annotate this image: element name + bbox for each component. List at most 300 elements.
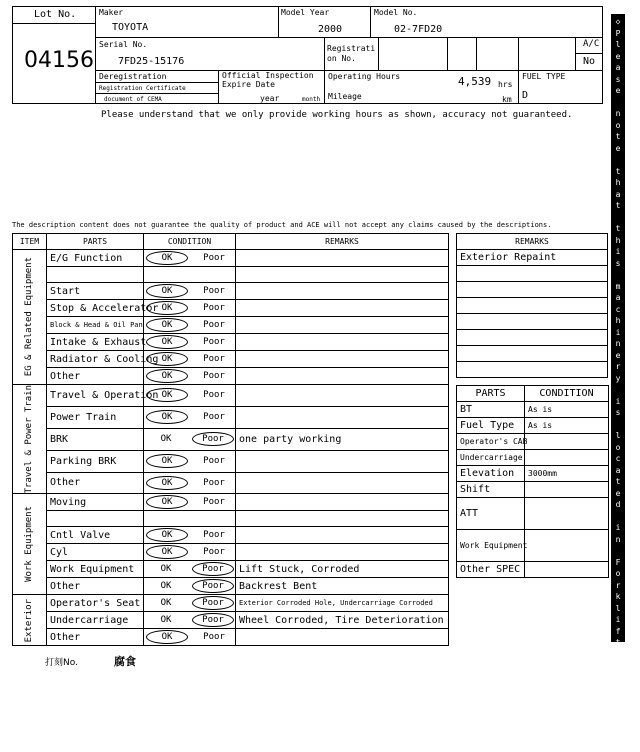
poor-mark: Poor bbox=[194, 335, 234, 350]
sidebar-glyph bbox=[616, 511, 621, 523]
col-line bbox=[447, 37, 448, 70]
poor-mark: Poor bbox=[192, 579, 234, 593]
remark bbox=[236, 351, 449, 368]
condition-cell bbox=[144, 629, 236, 646]
remark bbox=[236, 511, 449, 527]
side-remark-row bbox=[457, 266, 608, 282]
spec-part: Operator's CAB bbox=[457, 434, 525, 450]
col-line bbox=[518, 70, 519, 104]
side-remark-row bbox=[457, 314, 608, 330]
side-remark-row bbox=[457, 330, 608, 346]
sidebar-glyph bbox=[616, 97, 621, 109]
poor-mark: Poor bbox=[194, 410, 234, 425]
part-name: Start bbox=[47, 283, 144, 300]
row-line bbox=[95, 70, 603, 71]
condition-cell bbox=[144, 250, 236, 267]
spec-value bbox=[525, 450, 609, 466]
remark bbox=[236, 267, 449, 283]
sidebar-glyph: g bbox=[616, 729, 621, 741]
part-name: Other bbox=[47, 368, 144, 385]
sidebar-glyph: i bbox=[616, 396, 621, 408]
row-line bbox=[95, 93, 218, 94]
table-row bbox=[13, 250, 449, 267]
disclaimer: The description content does not guarantee the quality of product and ACE will not accept any claims caused by the descriptions. bbox=[12, 221, 551, 229]
col-line bbox=[476, 37, 477, 70]
spec-part: Shift bbox=[457, 482, 525, 498]
table-row bbox=[13, 527, 449, 544]
sidebar-glyph: ◇ bbox=[616, 741, 621, 752]
remark bbox=[236, 406, 449, 428]
table-row bbox=[13, 368, 449, 385]
condition-cell bbox=[144, 283, 236, 300]
poor-mark: Poor bbox=[192, 562, 234, 576]
table-row bbox=[13, 578, 449, 595]
ok-mark: OK bbox=[146, 369, 188, 383]
spec-value bbox=[525, 434, 609, 450]
spec-part: ATT bbox=[457, 498, 525, 530]
part-name: Power Train bbox=[47, 406, 144, 428]
poor-mark: Poor bbox=[194, 388, 234, 403]
sidebar-glyph: r bbox=[616, 361, 621, 373]
sidebar-glyph: k bbox=[616, 695, 621, 707]
sidebar-glyph: l bbox=[616, 603, 621, 615]
group-label bbox=[13, 385, 47, 494]
side-remark-row bbox=[457, 298, 608, 314]
col-line bbox=[324, 70, 325, 104]
condition-cell bbox=[144, 612, 236, 629]
ok-mark: OK bbox=[146, 352, 188, 366]
table-row bbox=[13, 612, 449, 629]
group-name: Work Equipment bbox=[22, 506, 37, 582]
spec-value bbox=[525, 482, 609, 498]
serial-label: Serial No. bbox=[99, 40, 147, 49]
sidebar-glyph: a bbox=[616, 62, 621, 74]
part-name: Operator's Seat bbox=[47, 595, 144, 612]
side-remark-line bbox=[457, 346, 608, 362]
spec-table bbox=[456, 385, 609, 578]
sidebar-glyph: l bbox=[616, 39, 621, 51]
lot-no: 04156 bbox=[24, 48, 94, 73]
remark bbox=[236, 527, 449, 544]
ok-mark: OK bbox=[146, 630, 188, 644]
spec-value: As is bbox=[525, 402, 609, 418]
sidebar-glyph: P bbox=[616, 660, 621, 672]
side-remarks-table bbox=[456, 233, 608, 378]
ok-mark: OK bbox=[146, 335, 188, 349]
sidebar-glyph: e bbox=[616, 488, 621, 500]
hours-notice: Please understand that we only provide working hours as shown, accuracy not guaranteed. bbox=[101, 110, 572, 120]
condition-cell bbox=[144, 527, 236, 544]
condition-header-item: ITEM bbox=[13, 234, 47, 250]
condition-cell bbox=[144, 511, 236, 527]
lot-no-label: Lot No. bbox=[34, 9, 76, 21]
sidebar-glyph: r bbox=[616, 683, 621, 695]
row-line bbox=[575, 53, 603, 54]
part-name: Work Equipment bbox=[47, 561, 144, 578]
ok-mark: OK bbox=[146, 495, 188, 509]
sidebar-glyph: n bbox=[616, 338, 621, 350]
spec-value: As is bbox=[525, 418, 609, 434]
table-row bbox=[13, 544, 449, 561]
table-row bbox=[13, 472, 449, 494]
remark bbox=[236, 300, 449, 317]
model-year-label: Model Year bbox=[281, 8, 329, 17]
spec-row bbox=[457, 498, 609, 530]
group-name: Travel & Power Train bbox=[22, 385, 37, 493]
side-remark-line: Exterior Repaint bbox=[457, 250, 608, 266]
spec-row bbox=[457, 482, 609, 498]
part-name bbox=[47, 267, 144, 283]
sidebar-glyph: d bbox=[616, 499, 621, 511]
sidebar-glyph: c bbox=[616, 453, 621, 465]
stamp-value: 腐食 bbox=[114, 653, 136, 669]
spec-part: BT bbox=[457, 402, 525, 418]
table-row bbox=[13, 385, 449, 407]
spec-part: Work Equipment bbox=[457, 530, 525, 562]
ok-mark: OK bbox=[146, 579, 186, 594]
spec-value bbox=[525, 498, 609, 530]
sidebar-glyph: k bbox=[616, 591, 621, 603]
condition-header-condition: CONDITION bbox=[144, 234, 236, 250]
table-row bbox=[13, 511, 449, 527]
group-label bbox=[13, 494, 47, 595]
col-line bbox=[518, 37, 519, 70]
sidebar-glyph bbox=[616, 384, 621, 396]
condition-header-parts: PARTS bbox=[47, 234, 144, 250]
condition-cell bbox=[144, 561, 236, 578]
poor-mark: Poor bbox=[192, 596, 234, 610]
cema-label: document of CEMA bbox=[104, 95, 162, 104]
side-remark-line bbox=[457, 282, 608, 298]
poor-mark: Poor bbox=[194, 284, 234, 299]
registration-certificate-label: Registration Certificate bbox=[99, 84, 186, 93]
remark bbox=[236, 472, 449, 494]
sidebar-glyph: i bbox=[616, 706, 621, 718]
sidebar-glyph bbox=[616, 649, 621, 661]
sidebar-glyph: F bbox=[616, 557, 621, 569]
maker-label: Maker bbox=[99, 8, 123, 17]
sidebar-glyph: e bbox=[616, 51, 621, 63]
side-remark-row bbox=[457, 250, 608, 266]
sidebar-glyph bbox=[616, 419, 621, 431]
sidebar-glyph bbox=[616, 545, 621, 557]
part-name: Moving bbox=[47, 494, 144, 511]
condition-cell bbox=[144, 406, 236, 428]
side-remark-row bbox=[457, 362, 608, 378]
sidebar-glyph: t bbox=[616, 476, 621, 488]
table-row bbox=[13, 300, 449, 317]
year-label: year bbox=[260, 94, 279, 103]
condition-cell bbox=[144, 334, 236, 351]
table-row bbox=[13, 351, 449, 368]
sidebar-glyph: m bbox=[616, 281, 621, 293]
ok-mark: OK bbox=[146, 596, 186, 611]
sidebar-glyph: P bbox=[616, 28, 621, 40]
poor-mark: Poor bbox=[194, 454, 234, 469]
sidebar-glyph: t bbox=[616, 200, 621, 212]
spec-part: Elevation bbox=[457, 466, 525, 482]
sidebar-glyph: a bbox=[616, 189, 621, 201]
sidebar-notice bbox=[611, 14, 625, 642]
spec-value bbox=[525, 530, 609, 562]
remark bbox=[236, 385, 449, 407]
condition-table bbox=[12, 233, 449, 646]
table-row bbox=[13, 283, 449, 300]
sidebar-glyph: t bbox=[616, 637, 621, 649]
poor-mark: Poor bbox=[192, 432, 234, 446]
registration-label: Registrati on No. bbox=[327, 44, 377, 64]
condition-cell bbox=[144, 368, 236, 385]
part-name: Other bbox=[47, 472, 144, 494]
side-remark-line bbox=[457, 266, 608, 282]
sidebar-glyph: t bbox=[616, 166, 621, 178]
table-row bbox=[13, 406, 449, 428]
sidebar-glyph: a bbox=[616, 292, 621, 304]
table-row bbox=[13, 334, 449, 351]
part-name: Block & Head & Oil Pan bbox=[47, 317, 144, 334]
side-remark-line bbox=[457, 330, 608, 346]
operating-hours-value: 4,539 bbox=[458, 76, 491, 88]
poor-mark: Poor bbox=[194, 251, 234, 266]
sidebar-glyph: n bbox=[616, 108, 621, 120]
ok-mark: OK bbox=[146, 613, 186, 628]
side-remark-line bbox=[457, 362, 608, 378]
table-row bbox=[13, 317, 449, 334]
part-name: Other bbox=[47, 629, 144, 646]
side-remark-line bbox=[457, 298, 608, 314]
part-name: BRK bbox=[47, 428, 144, 450]
sidebar-glyph: a bbox=[616, 672, 621, 684]
sidebar-glyph: i bbox=[616, 327, 621, 339]
spec-part: Undercarriage bbox=[457, 450, 525, 466]
sidebar-glyph: o bbox=[616, 568, 621, 580]
part-name: Stop & Accelerator bbox=[47, 300, 144, 317]
deregistration-label: Deregistration bbox=[99, 72, 166, 81]
serial-value: 7FD25-15176 bbox=[118, 56, 184, 68]
ok-mark: OK bbox=[146, 454, 188, 468]
table-row bbox=[13, 428, 449, 450]
poor-mark: Poor bbox=[194, 318, 234, 333]
side-remark-row bbox=[457, 282, 608, 298]
part-name: E/G Function bbox=[47, 250, 144, 267]
spec-row bbox=[457, 402, 609, 418]
remark bbox=[236, 544, 449, 561]
condition-cell bbox=[144, 494, 236, 511]
model-no-label: Model No. bbox=[374, 8, 417, 17]
operating-hours-label: Operating Hours bbox=[328, 72, 400, 81]
ok-mark: OK bbox=[146, 432, 186, 447]
sidebar-glyph: e bbox=[616, 85, 621, 97]
ok-mark: OK bbox=[146, 545, 188, 559]
condition-cell bbox=[144, 544, 236, 561]
condition-header-row bbox=[13, 234, 449, 250]
ok-mark: OK bbox=[146, 301, 188, 315]
poor-mark: Poor bbox=[194, 352, 234, 367]
sidebar-glyph: h bbox=[616, 177, 621, 189]
table-row bbox=[13, 494, 449, 511]
hrs-unit: hrs bbox=[498, 80, 512, 89]
condition-cell bbox=[144, 428, 236, 450]
part-name: Radiator & Cooling bbox=[47, 351, 144, 368]
poor-mark: Poor bbox=[194, 630, 234, 645]
sidebar-glyph: a bbox=[616, 465, 621, 477]
poor-mark: Poor bbox=[194, 528, 234, 543]
sidebar-glyph: o bbox=[616, 120, 621, 132]
ok-mark: OK bbox=[146, 284, 188, 298]
part-name: Other bbox=[47, 578, 144, 595]
spec-value: 3000mm bbox=[525, 466, 609, 482]
group-name: Exterior bbox=[22, 599, 37, 642]
side-remark-line bbox=[457, 314, 608, 330]
spec-row bbox=[457, 418, 609, 434]
sidebar-glyph: n bbox=[616, 534, 621, 546]
group-label bbox=[13, 595, 47, 646]
poor-mark: Poor bbox=[194, 301, 234, 316]
remark bbox=[236, 450, 449, 472]
stamp-label: 打刻No. bbox=[45, 655, 78, 668]
sidebar-glyph: t bbox=[616, 223, 621, 235]
col-line bbox=[370, 6, 371, 37]
spec-row bbox=[457, 466, 609, 482]
remark bbox=[236, 334, 449, 351]
part-name: Parking BRK bbox=[47, 450, 144, 472]
spec-header-condition: CONDITION bbox=[525, 386, 609, 402]
spec-part: Other SPEC bbox=[457, 562, 525, 578]
col-line bbox=[378, 37, 379, 70]
side-remarks-header: REMARKS bbox=[457, 234, 608, 250]
sidebar-glyph: s bbox=[616, 258, 621, 270]
condition-header-remarks: REMARKS bbox=[236, 234, 449, 250]
sidebar-glyph: r bbox=[616, 580, 621, 592]
ac-value: No bbox=[583, 56, 595, 68]
group-label bbox=[13, 250, 47, 385]
part-name: Undercarriage bbox=[47, 612, 144, 629]
part-name: Cyl bbox=[47, 544, 144, 561]
sidebar-glyph: h bbox=[616, 235, 621, 247]
row-line bbox=[95, 37, 603, 38]
inspection-label: Official Inspection Expire Date bbox=[222, 71, 322, 89]
month-label: month bbox=[302, 95, 320, 104]
spec-row bbox=[457, 530, 609, 562]
ok-mark: OK bbox=[146, 318, 188, 332]
condition-cell bbox=[144, 450, 236, 472]
ok-mark: OK bbox=[146, 476, 188, 490]
table-row bbox=[13, 450, 449, 472]
sidebar-glyph: e bbox=[616, 143, 621, 155]
sidebar-glyph: e bbox=[616, 350, 621, 362]
ok-mark: OK bbox=[146, 410, 188, 424]
ok-mark: OK bbox=[146, 388, 188, 402]
sidebar-glyph: c bbox=[616, 304, 621, 316]
group-name: EG & Related Equipment bbox=[22, 257, 37, 376]
remark bbox=[236, 494, 449, 511]
fuel-type-value: D bbox=[522, 90, 528, 102]
remark bbox=[236, 283, 449, 300]
model-year-value: 2000 bbox=[318, 24, 342, 36]
table-row bbox=[13, 267, 449, 283]
part-name bbox=[47, 511, 144, 527]
table-row bbox=[13, 629, 449, 646]
poor-mark: Poor bbox=[194, 476, 234, 491]
condition-cell bbox=[144, 595, 236, 612]
remark bbox=[236, 368, 449, 385]
condition-cell bbox=[144, 385, 236, 407]
sidebar-glyph bbox=[616, 212, 621, 224]
condition-cell bbox=[144, 351, 236, 368]
condition-cell bbox=[144, 472, 236, 494]
remark: Exterior Corroded Hole, Undercarriage Corroded bbox=[236, 595, 449, 612]
remark: Wheel Corroded, Tire Deterioration bbox=[236, 612, 449, 629]
sidebar-glyph: t bbox=[616, 131, 621, 143]
poor-mark: Poor bbox=[194, 545, 234, 560]
ok-mark: OK bbox=[146, 562, 186, 577]
fuel-type-label: FUEL TYPE bbox=[522, 72, 565, 81]
sidebar-glyph: i bbox=[616, 522, 621, 534]
remark: Lift Stuck, Corroded bbox=[236, 561, 449, 578]
spec-value bbox=[525, 562, 609, 578]
part-name: Intake & Exhaust bbox=[47, 334, 144, 351]
condition-cell bbox=[144, 578, 236, 595]
poor-mark: Poor bbox=[194, 369, 234, 384]
sidebar-glyph: l bbox=[616, 430, 621, 442]
table-row bbox=[13, 595, 449, 612]
model-no-value: 02-7FD20 bbox=[394, 24, 442, 36]
col-line bbox=[278, 6, 279, 37]
remark: Backrest Bent bbox=[236, 578, 449, 595]
spec-row bbox=[457, 434, 609, 450]
part-name: Cntl Valve bbox=[47, 527, 144, 544]
table-row bbox=[13, 561, 449, 578]
sidebar-glyph: n bbox=[616, 718, 621, 730]
sidebar-glyph: s bbox=[616, 407, 621, 419]
spec-row bbox=[457, 562, 609, 578]
poor-mark: Poor bbox=[192, 613, 234, 627]
side-remark-row bbox=[457, 346, 608, 362]
condition-cell bbox=[144, 317, 236, 334]
km-unit: km bbox=[502, 95, 512, 104]
part-name: Travel & Operation bbox=[47, 385, 144, 407]
sidebar-glyph: y bbox=[616, 373, 621, 385]
sidebar-glyph bbox=[616, 154, 621, 166]
maker-value: TOYOTA bbox=[112, 22, 148, 34]
ok-mark: OK bbox=[146, 251, 188, 265]
spec-header-parts: PARTS bbox=[457, 386, 525, 402]
sidebar-glyph: i bbox=[616, 614, 621, 626]
condition-cell bbox=[144, 267, 236, 283]
col-line bbox=[324, 37, 325, 70]
remark: one party working bbox=[236, 428, 449, 450]
remark bbox=[236, 629, 449, 646]
remark bbox=[236, 317, 449, 334]
mileage-label: Mileage bbox=[328, 92, 362, 101]
ok-mark: OK bbox=[146, 528, 188, 542]
spec-row bbox=[457, 450, 609, 466]
ac-label: A/C bbox=[583, 40, 599, 49]
sidebar-glyph: o bbox=[616, 442, 621, 454]
sidebar-glyph bbox=[616, 269, 621, 281]
sidebar-glyph: s bbox=[616, 74, 621, 86]
poor-mark: Poor bbox=[194, 495, 234, 510]
sidebar-glyph: i bbox=[616, 246, 621, 258]
condition-cell bbox=[144, 300, 236, 317]
row-line bbox=[95, 82, 218, 83]
spec-part: Fuel Type bbox=[457, 418, 525, 434]
sidebar-glyph: f bbox=[616, 626, 621, 638]
col-line bbox=[218, 70, 219, 104]
remark bbox=[236, 250, 449, 267]
sidebar-glyph: h bbox=[616, 315, 621, 327]
sidebar-glyph: ◇ bbox=[616, 16, 621, 28]
